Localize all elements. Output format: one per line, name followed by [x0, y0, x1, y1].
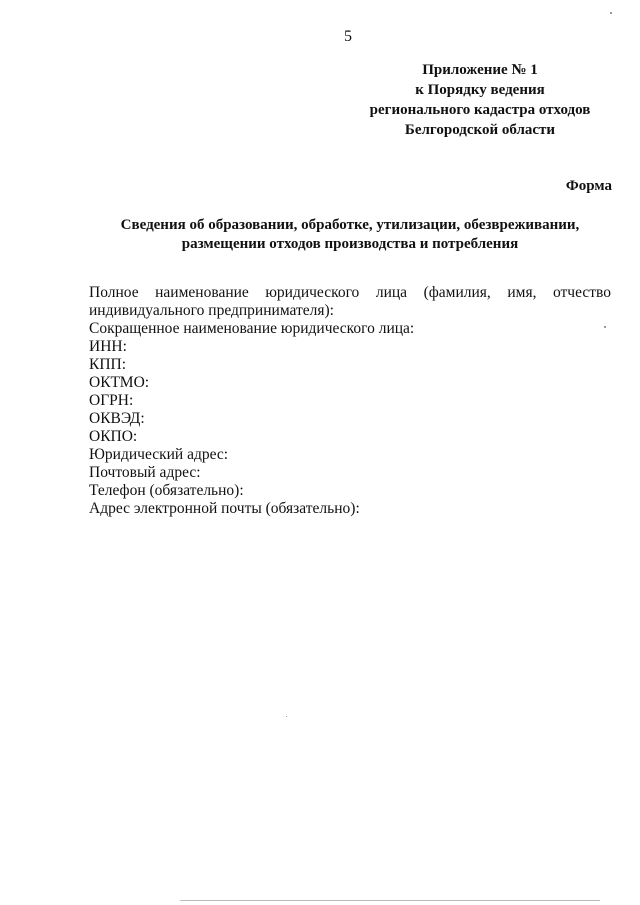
scan-speck [610, 12, 612, 14]
appendix-line: к Порядку ведения [415, 82, 545, 98]
appendix-line: Приложение № 1 [422, 62, 538, 78]
field-short-name: Сокращенное наименование юридического лица: [89, 320, 415, 337]
field-word: отчество [552, 284, 611, 301]
scan-speck [604, 326, 606, 328]
field-word: (фамилия, [423, 284, 491, 301]
scan-speck [286, 716, 287, 717]
field-full-name-continued: индивидуального предпринимателя): [89, 302, 334, 319]
field-kpp: КПП: [89, 356, 127, 373]
field-inn: ИНН: [89, 338, 127, 355]
field-word: Полное [89, 284, 139, 301]
field-email: Адрес электронной почты (обязательно): [89, 500, 360, 517]
field-phone: Телефон (обязательно): [89, 482, 244, 499]
field-word: юридического [265, 284, 360, 301]
field-word: наименование [155, 284, 249, 301]
appendix-line: регионального кадастра отходов [369, 102, 591, 118]
appendix-line: Белгородской области [404, 122, 556, 138]
scan-edge-line [180, 900, 600, 901]
field-word: имя, [507, 284, 537, 301]
document-title [90, 216, 610, 254]
field-okved: ОКВЭД: [89, 410, 145, 427]
field-legal-address: Юридический адрес: [89, 446, 229, 463]
form-fields [89, 284, 611, 518]
page-number: 5 [344, 28, 352, 45]
title-line: Сведения об образовании, обработке, утилизации, обезвреживании, [120, 217, 580, 233]
field-postal-address: Почтовый адрес: [89, 464, 201, 481]
title-line: размещении отходов производства и потребления [181, 236, 519, 252]
field-okpo: ОКПО: [89, 428, 138, 445]
field-oktmo: ОКТМО: [89, 374, 150, 391]
form-label: Форма [565, 178, 612, 194]
appendix-header [330, 60, 630, 140]
field-full-name [89, 284, 611, 302]
field-word: лица [375, 284, 408, 301]
field-ogrn: ОГРН: [89, 392, 134, 409]
